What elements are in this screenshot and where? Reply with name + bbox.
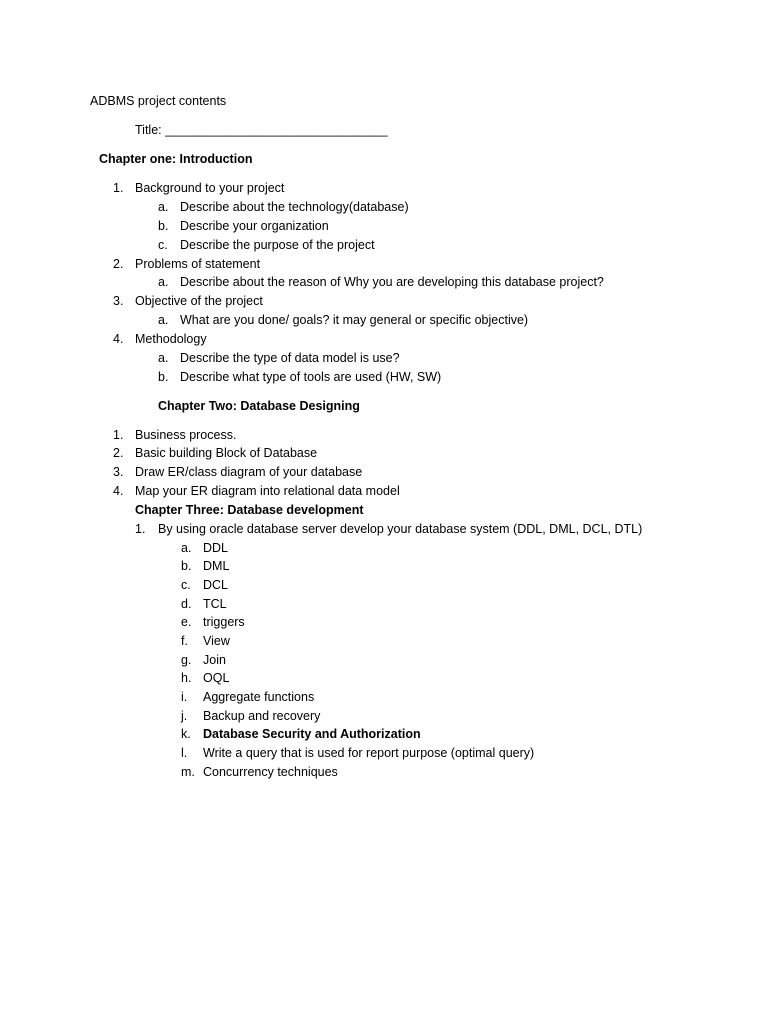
list-item: Problems of statement (135, 257, 261, 271)
sub-item-letter: d. (181, 597, 192, 611)
list-item: Map your ER diagram into relational data model (135, 484, 400, 498)
sub-item-letter: a. (158, 313, 169, 327)
sub-item-letter: b. (158, 219, 169, 233)
chapter-one-heading: Chapter one: Introduction (99, 152, 253, 166)
sub-item-letter: g. (181, 653, 192, 667)
list-item-number: 2. (113, 257, 124, 271)
sub-item: What are you done/ goals? it may general or specific objective) (180, 313, 529, 327)
list-item: Basic building Block of Database (135, 446, 318, 460)
sub-item-letter: f. (181, 634, 188, 648)
sub-item: triggers (203, 615, 245, 629)
sub-item: OQL (203, 671, 230, 685)
list-item: Draw ER/class diagram of your database (135, 465, 363, 479)
list-item: Methodology (135, 332, 207, 346)
sub-item: Describe your organization (180, 219, 329, 233)
list-item: Background to your project (135, 181, 285, 195)
sub-item-letter: l. (181, 746, 188, 760)
list-item: Business process. (135, 428, 237, 442)
list-item-number: 3. (113, 294, 124, 308)
sub-item: Backup and recovery (203, 709, 321, 723)
sub-item-letter: k. (181, 727, 191, 741)
sub-item: Describe about the technology(database) (180, 200, 409, 214)
sub-item-letter: b. (158, 370, 169, 384)
sub-item: Database Security and Authorization (203, 727, 421, 741)
sub-item: View (203, 634, 230, 648)
sub-item: DCL (203, 578, 229, 592)
sub-item-letter: j. (181, 709, 188, 723)
sub-item: Describe the type of data model is use? (180, 351, 400, 365)
sub-item: Concurrency techniques (203, 765, 338, 779)
list-item: Objective of the project (135, 294, 263, 308)
sub-item: Describe about the reason of Why you are developing this database project? (180, 275, 604, 289)
sub-item-letter: a. (158, 275, 169, 289)
sub-item: Write a query that is used for report purpose (optimal query) (203, 746, 535, 760)
sub-item: Describe the purpose of the project (180, 238, 375, 252)
list-item-number: 1. (113, 428, 124, 442)
list-item-number: 1. (135, 522, 146, 536)
sub-item-letter: a. (181, 541, 192, 555)
sub-item: Aggregate functions (203, 690, 315, 704)
sub-item-letter: c. (181, 578, 191, 592)
sub-item-letter: m. (181, 765, 195, 779)
list-item-number: 1. (113, 181, 124, 195)
sub-item: DML (203, 559, 230, 573)
sub-item: Join (203, 653, 226, 667)
sub-item-letter: h. (181, 671, 192, 685)
chapter-three-heading: Chapter Three: Database development (135, 503, 364, 517)
sub-item-letter: a. (158, 200, 169, 214)
sub-item: TCL (203, 597, 227, 611)
project-title-field: Title: ________________________________ (135, 123, 388, 137)
sub-item-letter: i. (181, 690, 188, 704)
list-item-number: 4. (113, 332, 124, 346)
sub-item: DDL (203, 541, 229, 555)
sub-item-letter: a. (158, 351, 169, 365)
list-item-number: 2. (113, 446, 124, 460)
list-item-number: 3. (113, 465, 124, 479)
list-item-number: 4. (113, 484, 124, 498)
document-title: ADBMS project contents (90, 94, 227, 108)
list-item: By using oracle database server develop your database system (DDL, DML, DCL, DTL) (158, 522, 643, 536)
sub-item-letter: c. (158, 238, 168, 252)
sub-item: Describe what type of tools are used (HW, SW) (180, 370, 442, 384)
chapter-two-heading: Chapter Two: Database Designing (158, 399, 360, 413)
sub-item-letter: b. (181, 559, 192, 573)
sub-item-letter: e. (181, 615, 192, 629)
